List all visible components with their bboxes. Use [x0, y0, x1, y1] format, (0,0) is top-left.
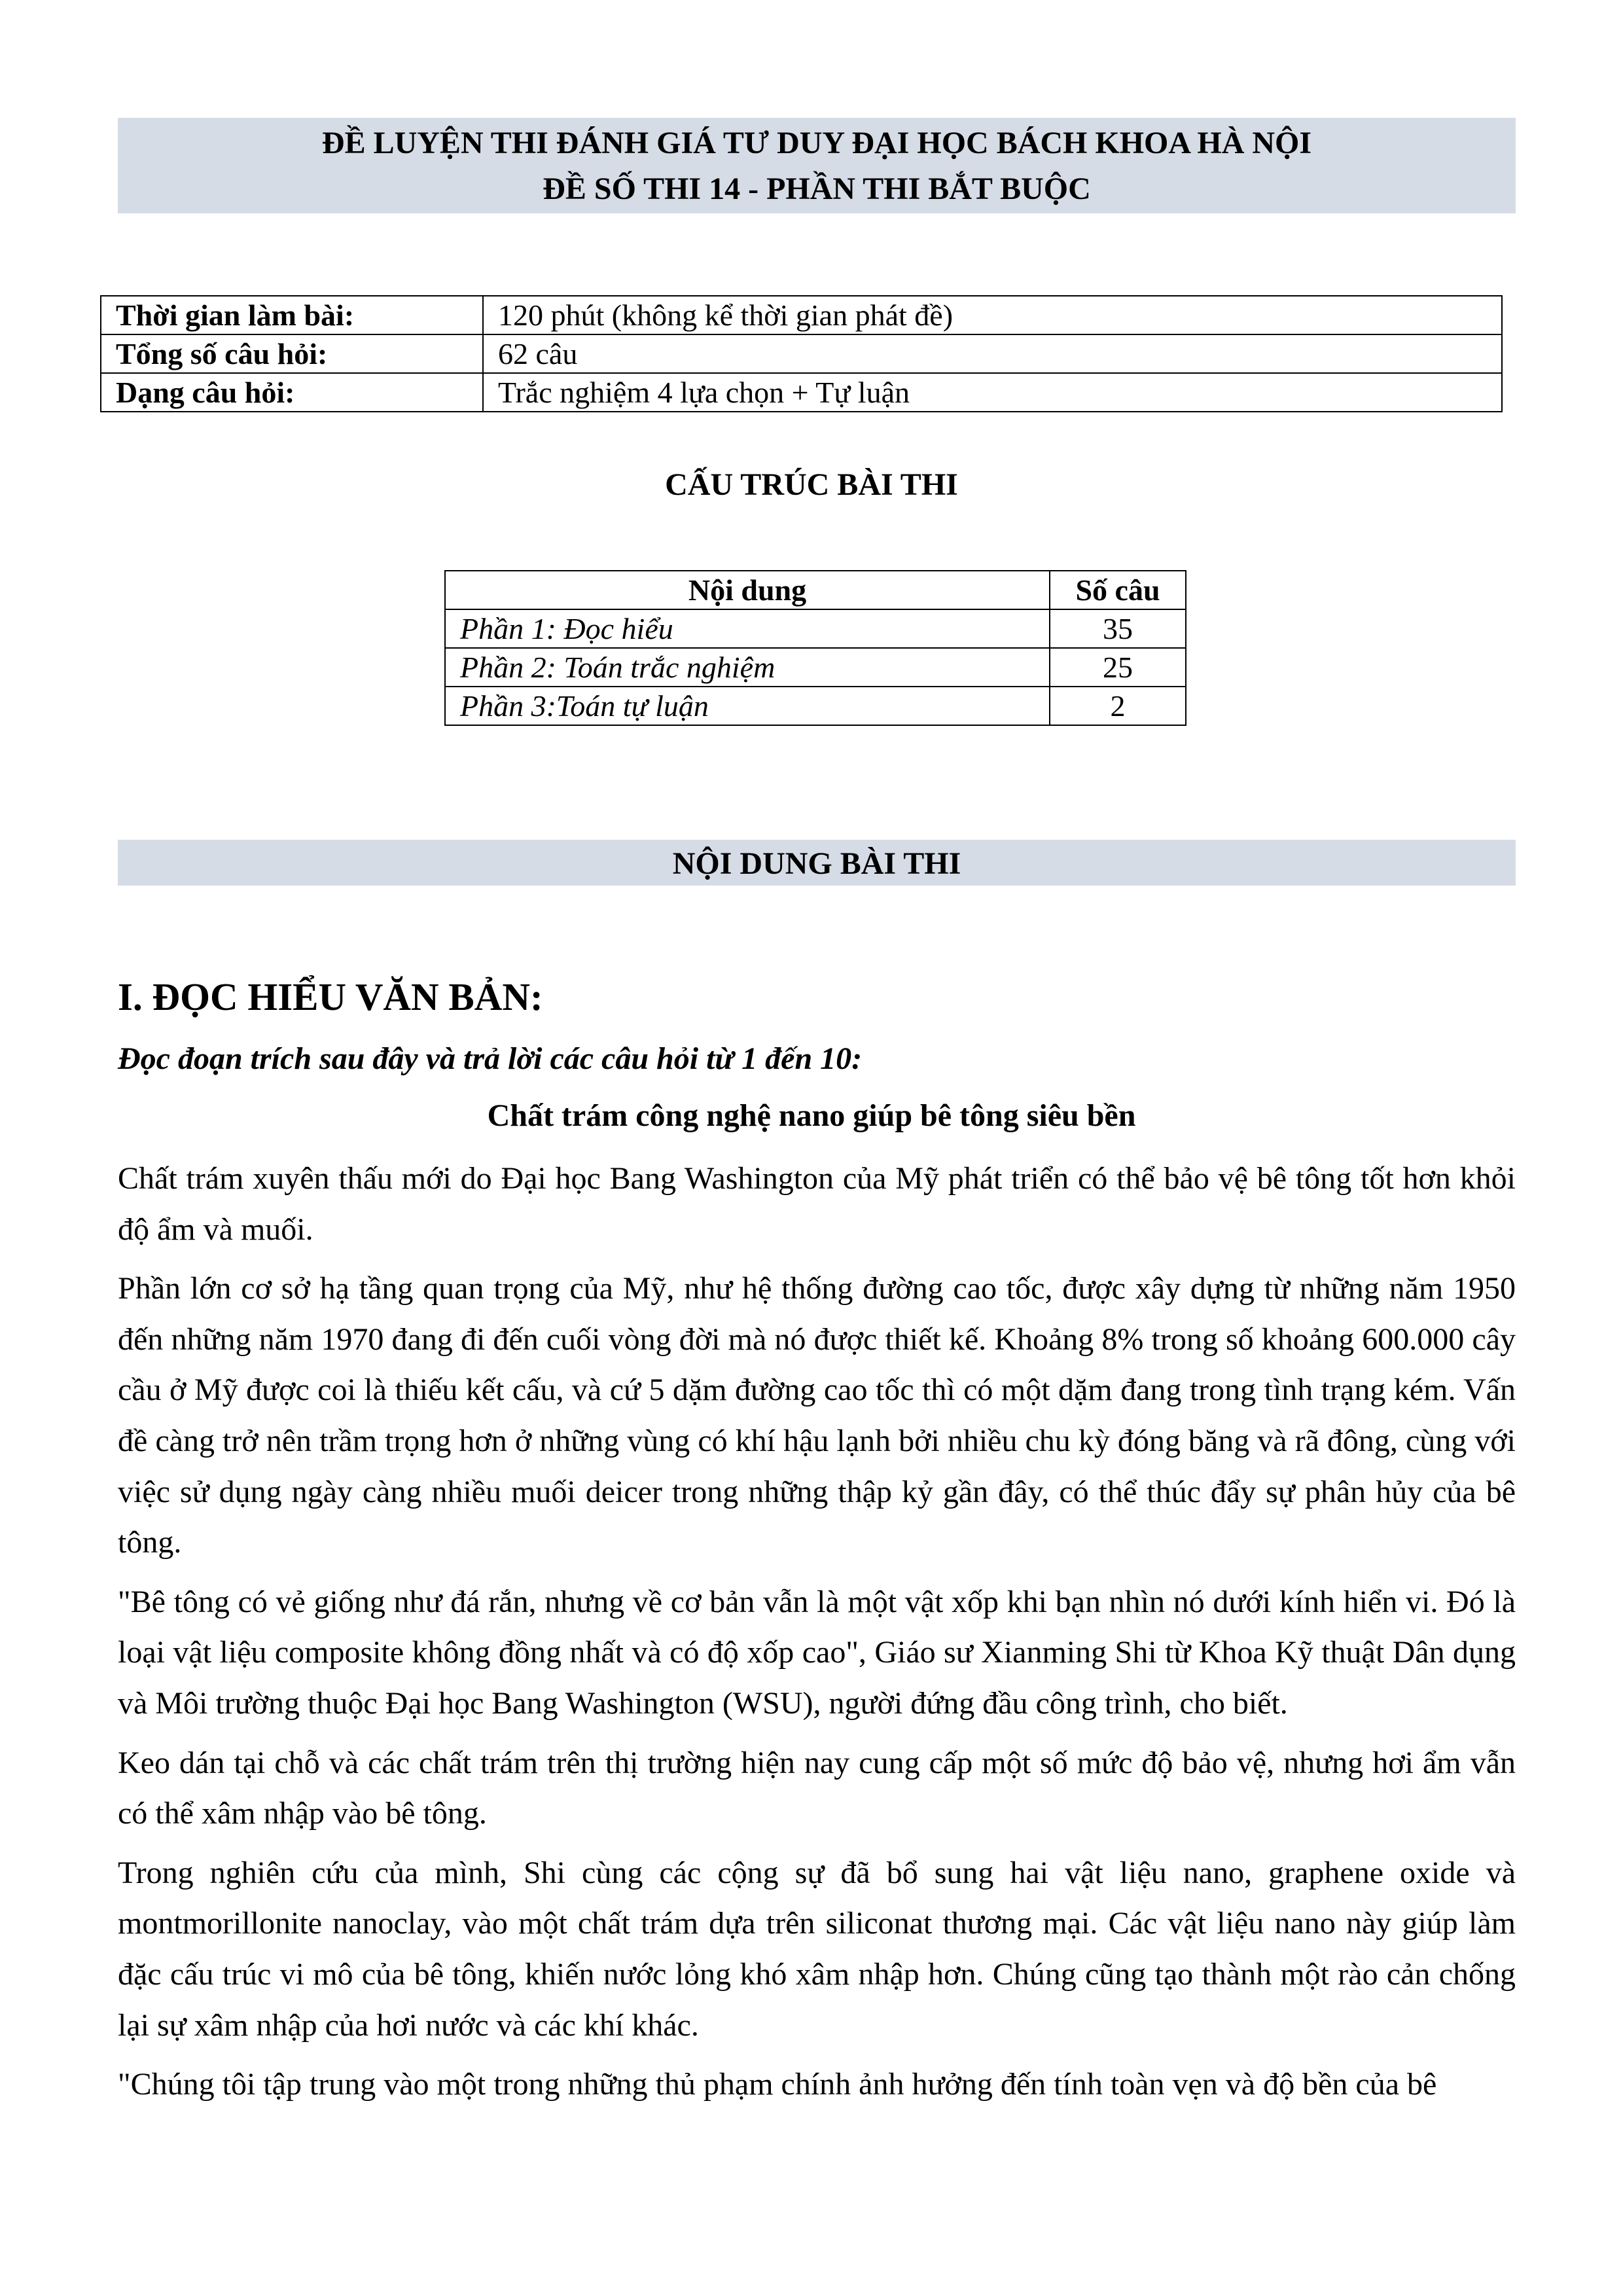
- info-value: 120 phút (không kể thời gian phát đề): [483, 296, 1502, 334]
- table-row: [101, 373, 1502, 412]
- exam-subtitle: ĐỀ SỐ THI 14 - PHẦN THI BẮT BUỘC: [543, 171, 1091, 206]
- exam-title: ĐỀ LUYỆN THI ĐÁNH GIÁ TƯ DUY ĐẠI HỌC BÁCH KHOA HÀ NỘI: [321, 126, 1312, 160]
- part-name: Phần 1: Đọc hiểu: [445, 609, 1050, 648]
- table-header-row: [445, 571, 1186, 609]
- table-row: [101, 334, 1502, 373]
- paragraph: "Chúng tôi tập trung vào một trong những thủ phạm chính ảnh hưởng đến tính toàn vẹn và độ bền của bê: [118, 2067, 1437, 2102]
- structure-title: CẤU TRÚC BÀI THI: [665, 467, 958, 502]
- paragraph: Trong nghiên cứu của mình, Shi cùng các cộng sự đã bổ sung hai vật liệu nano, graphene oxide và montmorillonite nanoclay, vào một chất trám dựa trên siliconat thương mại. Các vật liệu nano này giúp làm đặc cấu trúc vi mô của bê tông, khiến nước lỏng khó xâm nhập hơn. Chúng cũng tạo thành một rào cản chống lại sự xâm nhập của hơi nước và các khí khác.: [118, 1855, 1516, 2043]
- content-banner: NỘI DUNG BÀI THI: [118, 840, 1516, 886]
- paragraph: Keo dán tại chỗ và các chất trám trên thị trường hiện nay cung cấp một số mức độ bảo vệ, nhưng hơi ẩm vẫn có thể xâm nhập vào bê tông.: [118, 1745, 1516, 1831]
- column-header-count: Số câu: [1050, 571, 1186, 609]
- section-heading: I. ĐỌC HIỂU VĂN BẢN:: [118, 975, 543, 1018]
- article-title: Chất trám công nghệ nano giúp bê tông siêu bền: [487, 1098, 1136, 1133]
- paragraph: Chất trám xuyên thấu mới do Đại học Bang Washington của Mỹ phát triển có thể bảo vệ bê tông tốt hơn khỏi độ ẩm và muối.: [118, 1161, 1516, 1247]
- part-count: 35: [1050, 609, 1186, 648]
- part-name: Phần 2: Toán trắc nghiệm: [445, 648, 1050, 687]
- part-count: 2: [1050, 687, 1186, 725]
- table-row: [445, 609, 1186, 648]
- info-label: Dạng câu hỏi:: [101, 373, 483, 412]
- table-row: [445, 648, 1186, 687]
- exam-info-table: [100, 295, 1503, 412]
- table-row: [445, 687, 1186, 725]
- info-label: Thời gian làm bài:: [101, 296, 483, 334]
- part-name: Phần 3:Toán tự luận: [445, 687, 1050, 725]
- column-header-content: Nội dung: [445, 571, 1050, 609]
- reading-instruction: Đọc đoạn trích sau đây và trả lời các câu hỏi từ 1 đến 10:: [118, 1041, 863, 1076]
- exam-header-banner: [118, 118, 1516, 213]
- paragraph: Phần lớn cơ sở hạ tầng quan trọng của Mỹ, như hệ thống đường cao tốc, được xây dựng từ những năm 1950 đến những năm 1970 đang đi đến cuối vòng đời mà nó được thiết kế. Khoảng 8% trong số khoảng 600.000 cây cầu ở Mỹ được coi là thiếu kết cấu, và cứ 5 dặm đường cao tốc thì có một dặm đang trong tình trạng kém. Vấn đề càng trở nên trầm trọng hơn ở những vùng có khí hậu lạnh bởi nhiều chu kỳ đóng băng và rã đông, cùng với việc sử dụng ngày càng nhiều muối deicer trong những thập kỷ gần đây, có thể thúc đẩy sự phân hủy của bê tông.: [118, 1271, 1516, 1560]
- info-value: Trắc nghiệm 4 lựa chọn + Tự luận: [483, 373, 1502, 412]
- info-label: Tổng số câu hỏi:: [101, 334, 483, 373]
- paragraph: "Bê tông có vẻ giống như đá rắn, nhưng về cơ bản vẫn là một vật xốp khi bạn nhìn nó dưới kính hiển vi. Đó là loại vật liệu composite không đồng nhất và có độ xốp cao", Giáo sư Xianming Shi từ Khoa Kỹ thuật Dân dụng và Môi trường thuộc Đại học Bang Washington (WSU), người đứng đầu công trình, cho biết.: [118, 1584, 1516, 1721]
- info-value: 62 câu: [483, 334, 1502, 373]
- structure-table: [444, 570, 1186, 726]
- article-body: [118, 1153, 1516, 2119]
- table-row: [101, 296, 1502, 334]
- part-count: 25: [1050, 648, 1186, 687]
